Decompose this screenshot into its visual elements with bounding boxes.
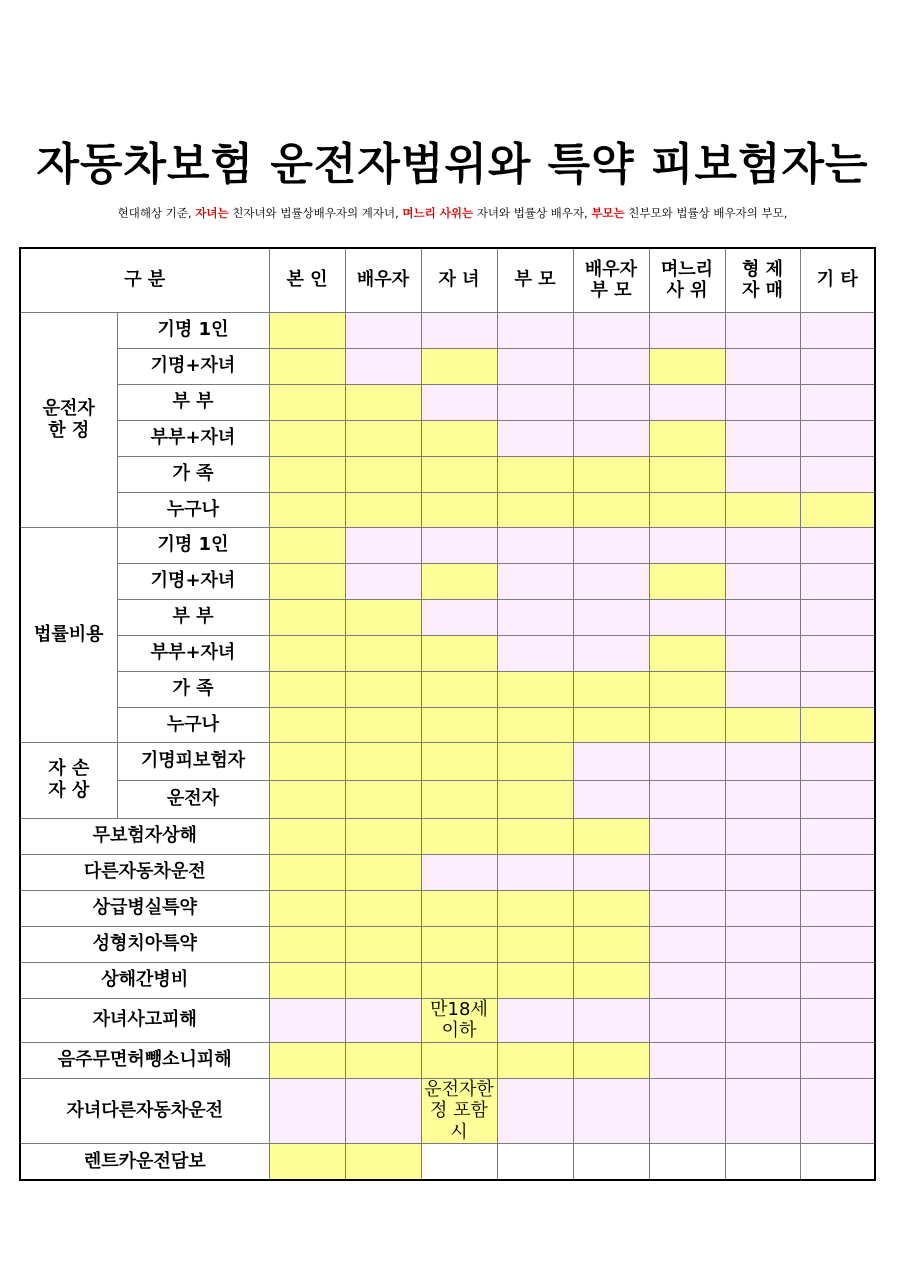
uncovered-cell xyxy=(269,998,345,1042)
row-label: 성형치아특약 xyxy=(20,926,269,962)
covered-cell xyxy=(573,926,649,962)
header-children: 자 녀 xyxy=(421,248,497,312)
header-parents: 부 모 xyxy=(497,248,573,312)
subtitle-text: 현대해상 기준, xyxy=(117,206,196,220)
row-label: 자녀다른자동차운전 xyxy=(20,1078,269,1144)
row-label: 부 부 xyxy=(117,384,269,420)
uncovered-cell xyxy=(725,563,800,599)
uncovered-cell xyxy=(800,599,875,635)
subtitle-text: 친부모와 법률상 배우자의 부모, xyxy=(624,206,788,220)
covered-cell xyxy=(269,1144,345,1180)
uncovered-cell xyxy=(573,312,649,348)
header-siblings: 형 제 자 매 xyxy=(725,248,800,312)
covered-cell xyxy=(269,854,345,890)
covered-cell xyxy=(345,492,421,527)
covered-cell xyxy=(725,492,800,527)
uncovered-cell xyxy=(725,1078,800,1144)
uncovered-cell xyxy=(800,1078,875,1144)
covered-cell xyxy=(800,707,875,742)
row-label: 상급병실특약 xyxy=(20,890,269,926)
uncovered-cell xyxy=(573,780,649,818)
table-row xyxy=(20,818,875,854)
covered-cell xyxy=(497,707,573,742)
row-label: 가 족 xyxy=(117,456,269,492)
covered-cell xyxy=(269,926,345,962)
covered-cell xyxy=(497,780,573,818)
row-label: 운전자 xyxy=(117,780,269,818)
covered-cell xyxy=(269,312,345,348)
uncovered-cell xyxy=(497,635,573,671)
uncovered-cell xyxy=(497,599,573,635)
covered-cell xyxy=(497,1042,573,1078)
table-row xyxy=(20,599,875,635)
covered-cell xyxy=(573,962,649,998)
uncovered-cell xyxy=(573,998,649,1042)
row-label: 기명 1인 xyxy=(117,527,269,563)
covered-cell xyxy=(421,780,497,818)
covered-cell xyxy=(573,890,649,926)
uncovered-cell xyxy=(649,780,725,818)
uncovered-cell xyxy=(800,384,875,420)
covered-cell xyxy=(421,420,497,456)
covered-cell xyxy=(421,890,497,926)
covered-cell xyxy=(269,707,345,742)
covered-cell xyxy=(269,818,345,854)
covered-cell xyxy=(345,456,421,492)
uncovered-cell xyxy=(497,1144,573,1180)
uncovered-cell xyxy=(800,890,875,926)
uncovered-cell xyxy=(573,348,649,384)
uncovered-cell xyxy=(649,312,725,348)
subtitle-highlight-in-laws: 며느리 사위는 xyxy=(402,206,474,220)
uncovered-cell xyxy=(345,527,421,563)
uncovered-cell xyxy=(725,890,800,926)
row-label: 렌트카운전담보 xyxy=(20,1144,269,1180)
covered-cell xyxy=(421,1078,497,1144)
uncovered-cell xyxy=(725,527,800,563)
uncovered-cell xyxy=(345,312,421,348)
row-label: 부부+자녀 xyxy=(117,420,269,456)
uncovered-cell xyxy=(421,527,497,563)
uncovered-cell xyxy=(725,926,800,962)
covered-cell xyxy=(649,707,725,742)
uncovered-cell xyxy=(421,312,497,348)
uncovered-cell xyxy=(725,671,800,707)
covered-cell xyxy=(497,926,573,962)
cell-note: 운전자한 xyxy=(424,1078,494,1100)
table-row xyxy=(20,456,875,492)
subtitle-text: 친자녀와 법률상배우자의 계자녀, xyxy=(228,206,403,220)
group-legal-cost: 법률비용 xyxy=(20,527,117,742)
covered-cell xyxy=(345,926,421,962)
uncovered-cell xyxy=(800,527,875,563)
uncovered-cell xyxy=(421,599,497,635)
covered-cell xyxy=(421,456,497,492)
cell-note: 이하 xyxy=(441,1020,477,1042)
covered-cell xyxy=(421,707,497,742)
covered-cell xyxy=(269,671,345,707)
covered-cell xyxy=(421,818,497,854)
covered-cell xyxy=(497,456,573,492)
covered-cell xyxy=(345,671,421,707)
uncovered-cell xyxy=(725,818,800,854)
subtitle-highlight-children: 자녀는 xyxy=(195,206,229,220)
header-spouse: 배우자 xyxy=(345,248,421,312)
uncovered-cell xyxy=(725,742,800,780)
row-label: 기명+자녀 xyxy=(117,563,269,599)
table-row xyxy=(20,742,875,780)
covered-cell xyxy=(649,420,725,456)
header-other: 기 타 xyxy=(800,248,875,312)
uncovered-cell xyxy=(725,348,800,384)
table-row xyxy=(20,384,875,420)
uncovered-cell xyxy=(345,1078,421,1144)
row-label: 기명피보험자 xyxy=(117,742,269,780)
table-row xyxy=(20,1042,875,1078)
covered-cell xyxy=(345,707,421,742)
uncovered-cell xyxy=(497,527,573,563)
table-row xyxy=(20,962,875,998)
uncovered-cell xyxy=(573,527,649,563)
uncovered-cell xyxy=(800,998,875,1042)
uncovered-cell xyxy=(649,1042,725,1078)
uncovered-cell xyxy=(573,635,649,671)
row-label: 부부+자녀 xyxy=(117,635,269,671)
uncovered-cell xyxy=(800,635,875,671)
uncovered-cell xyxy=(649,384,725,420)
uncovered-cell xyxy=(800,854,875,890)
table-row xyxy=(20,348,875,384)
uncovered-cell xyxy=(800,818,875,854)
covered-cell xyxy=(649,635,725,671)
uncovered-cell xyxy=(725,998,800,1042)
covered-cell xyxy=(421,563,497,599)
covered-cell xyxy=(573,707,649,742)
covered-cell xyxy=(269,635,345,671)
covered-cell xyxy=(421,348,497,384)
table-row xyxy=(20,1078,875,1144)
uncovered-cell xyxy=(725,384,800,420)
uncovered-cell xyxy=(649,926,725,962)
covered-cell xyxy=(345,780,421,818)
uncovered-cell xyxy=(649,1078,725,1144)
row-label: 상해간병비 xyxy=(20,962,269,998)
uncovered-cell xyxy=(649,854,725,890)
uncovered-cell xyxy=(725,1042,800,1078)
uncovered-cell xyxy=(725,854,800,890)
table-row xyxy=(20,890,875,926)
cell-note: 정 포함시 xyxy=(430,1100,488,1143)
table-row xyxy=(20,492,875,527)
uncovered-cell xyxy=(800,1144,875,1180)
covered-cell xyxy=(649,348,725,384)
subtitle-highlight-parents: 부모는 xyxy=(591,206,625,220)
uncovered-cell xyxy=(800,742,875,780)
uncovered-cell xyxy=(573,420,649,456)
uncovered-cell xyxy=(725,780,800,818)
row-label: 누구나 xyxy=(117,492,269,527)
covered-cell xyxy=(497,962,573,998)
uncovered-cell xyxy=(800,456,875,492)
table-row xyxy=(20,998,875,1042)
covered-cell xyxy=(573,456,649,492)
table-row xyxy=(20,312,875,348)
row-label: 누구나 xyxy=(117,707,269,742)
row-label: 무보험자상해 xyxy=(20,818,269,854)
covered-cell xyxy=(269,492,345,527)
uncovered-cell xyxy=(497,348,573,384)
covered-cell xyxy=(649,456,725,492)
covered-cell xyxy=(269,890,345,926)
uncovered-cell xyxy=(345,563,421,599)
header-in-laws: 며느리 사 위 xyxy=(649,248,725,312)
covered-cell xyxy=(345,1144,421,1180)
uncovered-cell xyxy=(573,384,649,420)
uncovered-cell xyxy=(421,384,497,420)
uncovered-cell xyxy=(725,420,800,456)
table-row xyxy=(20,1144,875,1180)
uncovered-cell xyxy=(573,1078,649,1144)
uncovered-cell xyxy=(573,563,649,599)
covered-cell xyxy=(345,420,421,456)
covered-cell xyxy=(573,1042,649,1078)
covered-cell xyxy=(421,742,497,780)
header-self: 본 인 xyxy=(269,248,345,312)
uncovered-cell xyxy=(421,1144,497,1180)
covered-cell xyxy=(269,456,345,492)
uncovered-cell xyxy=(649,599,725,635)
uncovered-cell xyxy=(800,1042,875,1078)
covered-cell xyxy=(649,563,725,599)
covered-cell xyxy=(269,742,345,780)
covered-cell xyxy=(573,492,649,527)
uncovered-cell xyxy=(800,671,875,707)
row-label: 기명 1인 xyxy=(117,312,269,348)
uncovered-cell xyxy=(573,1144,649,1180)
uncovered-cell xyxy=(800,563,875,599)
header-row xyxy=(20,248,875,312)
table-row xyxy=(20,926,875,962)
covered-cell xyxy=(421,998,497,1042)
uncovered-cell xyxy=(497,420,573,456)
uncovered-cell xyxy=(800,780,875,818)
uncovered-cell xyxy=(800,420,875,456)
table-row xyxy=(20,635,875,671)
header-spouse-parents: 배우자 부 모 xyxy=(573,248,649,312)
table-row xyxy=(20,420,875,456)
row-label: 기명+자녀 xyxy=(117,348,269,384)
covered-cell xyxy=(269,527,345,563)
table-row xyxy=(20,854,875,890)
covered-cell xyxy=(269,780,345,818)
covered-cell xyxy=(421,962,497,998)
covered-cell xyxy=(345,890,421,926)
covered-cell xyxy=(345,854,421,890)
covered-cell xyxy=(269,962,345,998)
covered-cell xyxy=(573,818,649,854)
uncovered-cell xyxy=(345,998,421,1042)
uncovered-cell xyxy=(649,962,725,998)
covered-cell xyxy=(497,818,573,854)
uncovered-cell xyxy=(649,527,725,563)
covered-cell xyxy=(421,1042,497,1078)
uncovered-cell xyxy=(269,1078,345,1144)
covered-cell xyxy=(649,492,725,527)
table-row xyxy=(20,707,875,742)
covered-cell xyxy=(497,492,573,527)
subtitle-text: 자녀와 법률상 배우자, xyxy=(473,206,592,220)
covered-cell xyxy=(345,384,421,420)
uncovered-cell xyxy=(725,599,800,635)
table-row xyxy=(20,671,875,707)
uncovered-cell xyxy=(497,312,573,348)
coverage-table xyxy=(19,247,876,1181)
uncovered-cell xyxy=(800,348,875,384)
uncovered-cell xyxy=(725,456,800,492)
uncovered-cell xyxy=(497,998,573,1042)
covered-cell xyxy=(345,742,421,780)
uncovered-cell xyxy=(345,348,421,384)
row-label: 부 부 xyxy=(117,599,269,635)
uncovered-cell xyxy=(725,962,800,998)
covered-cell xyxy=(269,599,345,635)
cell-note: 만18세 xyxy=(430,998,488,1020)
covered-cell xyxy=(269,384,345,420)
uncovered-cell xyxy=(800,926,875,962)
uncovered-cell xyxy=(649,1144,725,1180)
uncovered-cell xyxy=(649,998,725,1042)
uncovered-cell xyxy=(497,563,573,599)
row-label: 다른자동차운전 xyxy=(20,854,269,890)
covered-cell xyxy=(497,742,573,780)
uncovered-cell xyxy=(725,635,800,671)
group-driver-limit: 운전자 한 정 xyxy=(20,312,117,527)
covered-cell xyxy=(345,818,421,854)
table-row xyxy=(20,527,875,563)
uncovered-cell xyxy=(573,742,649,780)
table-row xyxy=(20,780,875,818)
covered-cell xyxy=(345,1042,421,1078)
header-category: 구 분 xyxy=(20,248,269,312)
covered-cell xyxy=(269,563,345,599)
uncovered-cell xyxy=(497,384,573,420)
covered-cell xyxy=(725,707,800,742)
uncovered-cell xyxy=(725,312,800,348)
covered-cell xyxy=(421,635,497,671)
page-title: 자동차보험 운전자범위와 특약 피보험자는 xyxy=(36,139,869,190)
uncovered-cell xyxy=(497,1078,573,1144)
group-self-injury: 자 손 자 상 xyxy=(20,742,117,818)
table-row xyxy=(20,563,875,599)
uncovered-cell xyxy=(649,818,725,854)
covered-cell xyxy=(421,492,497,527)
uncovered-cell xyxy=(649,742,725,780)
uncovered-cell xyxy=(497,854,573,890)
covered-cell xyxy=(573,671,649,707)
covered-cell xyxy=(497,671,573,707)
uncovered-cell xyxy=(800,312,875,348)
uncovered-cell xyxy=(573,599,649,635)
uncovered-cell xyxy=(573,854,649,890)
row-label: 가 족 xyxy=(117,671,269,707)
covered-cell xyxy=(421,671,497,707)
uncovered-cell xyxy=(421,854,497,890)
covered-cell xyxy=(345,599,421,635)
covered-cell xyxy=(269,1042,345,1078)
covered-cell xyxy=(345,635,421,671)
covered-cell xyxy=(269,348,345,384)
row-label: 자녀사고피해 xyxy=(20,998,269,1042)
covered-cell xyxy=(269,420,345,456)
covered-cell xyxy=(800,492,875,527)
covered-cell xyxy=(421,926,497,962)
covered-cell xyxy=(649,671,725,707)
uncovered-cell xyxy=(800,962,875,998)
row-label: 음주무면허뺑소니피해 xyxy=(20,1042,269,1078)
covered-cell xyxy=(345,962,421,998)
uncovered-cell xyxy=(649,890,725,926)
uncovered-cell xyxy=(725,1144,800,1180)
covered-cell xyxy=(497,890,573,926)
subtitle xyxy=(0,205,905,221)
